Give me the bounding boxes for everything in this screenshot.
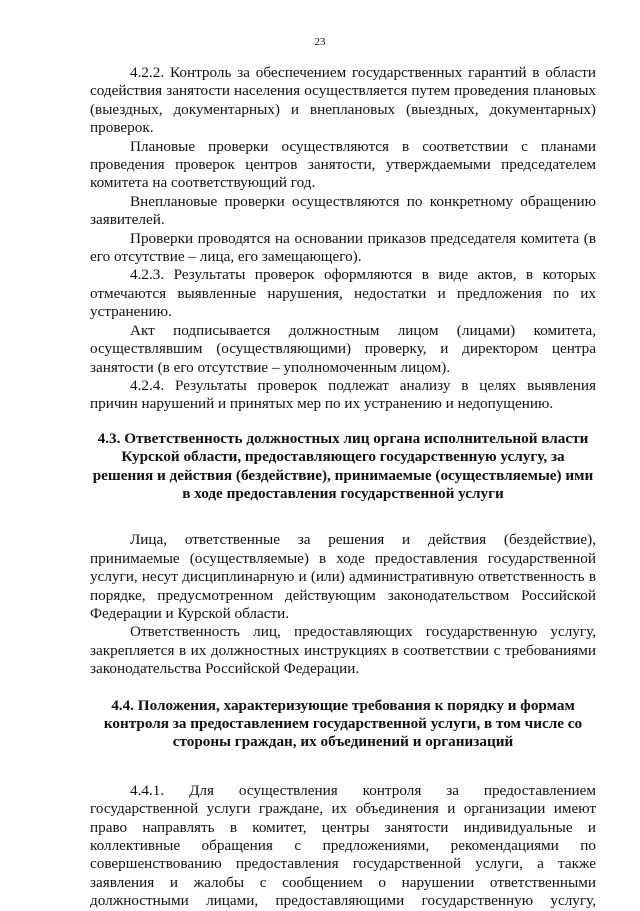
paragraph-4-4-1: 4.4.1. Для осуществления контроля за предоставлением государственной услуги граждане, их объединения и организации имеют право направлять в комитет, центры занятости индивидуальные и коллективные обращения с предложениями, рекомендациями по совершенствованию предоставления государственной услуги, а также заявления и жалобы с сообщением о нарушении ответственными должностными лицами, предоставляющими государственную услугу, xyxy=(90,781,596,910)
paragraph-planned-inspections: Плановые проверки осуществляются в соответствии с планами проведения проверок центров занятости, утверждаемыми председателем комитета на соответствующий год. xyxy=(90,137,596,192)
paragraph-unplanned-inspections: Внеплановые проверки осуществляются по конкретному обращению заявителей. xyxy=(90,192,596,229)
paragraph-inspection-basis: Проверки проводятся на основании приказов председателя комитета (в его отсутствие – лица, его замещающего). xyxy=(90,229,596,266)
page-content xyxy=(90,64,596,911)
section-4-3-heading: 4.3. Ответственность должностных лиц органа исполнительной власти Курской области, предоставляющего государственную услугу, за решения и действия (бездействие), принимаемые (осуществляемые) ими в ходе предоставления государственной услуги xyxy=(92,429,594,502)
paragraph-job-instructions: Ответственность лиц, предоставляющих государственную услугу, закрепляется в их должностных инструкциях в соответствии с требованиями законодательства Российской Федерации. xyxy=(90,623,596,678)
section-4-4-heading: 4.4. Положения, характеризующие требования к порядку и формам контроля за предоставлением государственной услуги, в том числе со стороны граждан, их объединений и организаций xyxy=(103,696,583,751)
paragraph-4-2-2: 4.2.2. Контроль за обеспечением государственных гарантий в области содействия занятости населения осуществляется путем проведения плановых (выездных, документарных) и внеплановых (выездных, документарных) проверок. xyxy=(90,64,596,137)
paragraph-responsibility: Лица, ответственные за решения и действия (бездействие), принимаемые (осуществляемые) в ходе предоставления государственной услуги, несут дисциплинарную и (или) административную ответственность в порядке, предусмотренном действующим законодательством Российской Федерации и Курской области. xyxy=(90,531,596,622)
paragraph-4-2-3: 4.2.3. Результаты проверок оформляются в виде актов, в которых отмечаются выявленные нарушения, недостатки и предложения по их устранению. xyxy=(90,266,596,321)
paragraph-4-2-4: 4.2.4. Результаты проверок подлежат анализу в целях выявления причин нарушений и принятых мер по их устранению и недопущению. xyxy=(90,376,596,413)
paragraph-act-signing: Акт подписывается должностным лицом (лицами) комитета, осуществлявшим (осуществляющими) проверку, и директором центра занятости (в его отсутствие – уполномоченным лицом). xyxy=(90,321,596,376)
page-number: 23 xyxy=(314,36,326,48)
